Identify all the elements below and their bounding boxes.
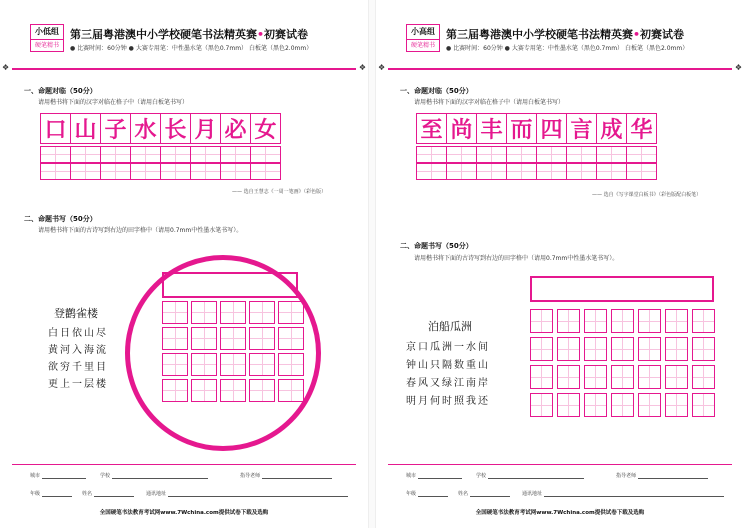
practice-grid-row[interactable] xyxy=(416,146,657,163)
model-character: 成 xyxy=(597,114,627,144)
tianzige-cell[interactable] xyxy=(611,337,634,361)
practice-cell[interactable] xyxy=(507,147,537,163)
poem-line: 明月何时照我还 xyxy=(406,396,490,407)
city-field[interactable] xyxy=(406,472,462,479)
group-badge-label: 小高组 xyxy=(407,25,439,40)
tianzige-cell[interactable] xyxy=(611,365,634,389)
tianzige-cell[interactable] xyxy=(220,353,246,376)
tianzige-cell[interactable] xyxy=(220,379,246,402)
grade-field[interactable] xyxy=(406,490,448,497)
tianzige-cell[interactable] xyxy=(584,393,607,417)
model-character: 四 xyxy=(537,114,567,144)
poem-line: 更上一层楼 xyxy=(48,379,108,390)
practice-cell[interactable] xyxy=(161,164,191,180)
tianzige-cell[interactable] xyxy=(665,365,688,389)
divider-ornament-icon: ❖ xyxy=(734,63,742,72)
footer-divider xyxy=(12,464,356,465)
name-field[interactable] xyxy=(82,490,134,497)
tianzige-cell[interactable] xyxy=(665,309,688,333)
tianzige-cell[interactable] xyxy=(692,393,715,417)
divider-ornament-icon: ❖ xyxy=(378,63,386,72)
tianzige-cell[interactable] xyxy=(557,309,580,333)
practice-cell[interactable] xyxy=(71,164,101,180)
footer-divider xyxy=(388,464,732,465)
model-character: 口 xyxy=(41,114,71,144)
poem-line: 钟山只隔数重山 xyxy=(406,360,490,371)
model-character: 至 xyxy=(417,114,447,144)
exam-subtitle: ● 比赛时间：60分钟 ● 大赛专用笔：中性墨水笔（黑色0.7mm） 白板笔（黑色2.0mm） xyxy=(70,45,313,52)
name-label: 姓名 xyxy=(82,491,93,497)
model-character: 丰 xyxy=(477,114,507,144)
tianzige-cell[interactable] xyxy=(530,337,553,361)
tianzige-cell[interactable] xyxy=(530,393,553,417)
model-character: 尚 xyxy=(447,114,477,144)
poem-line: 黄河入海流 xyxy=(48,345,108,356)
tianzige-cell[interactable] xyxy=(191,301,217,324)
school-label: 学校 xyxy=(476,473,487,479)
exam-title-main: 第三届粤港澳中小学校硬笔书法精英赛 xyxy=(70,28,257,41)
tianzige-cell[interactable] xyxy=(692,337,715,361)
practice-cell[interactable] xyxy=(131,147,161,163)
tianzige-cell[interactable] xyxy=(249,327,275,350)
group-badge-label: 小低组 xyxy=(31,25,63,40)
tianzige-cell[interactable] xyxy=(278,301,304,324)
tianzige-cell[interactable] xyxy=(162,327,188,350)
poem-title: 泊船瓜洲 xyxy=(428,320,472,333)
practice-cell[interactable] xyxy=(251,164,281,180)
tianzige-cell[interactable] xyxy=(692,365,715,389)
practice-cell[interactable] xyxy=(507,164,537,180)
practice-cell[interactable] xyxy=(477,164,507,180)
model-characters-row xyxy=(416,113,657,144)
practice-cell[interactable] xyxy=(417,164,447,180)
tianzige-cell[interactable] xyxy=(191,379,217,402)
left-exam-sheet xyxy=(0,0,368,528)
city-field[interactable] xyxy=(30,472,86,479)
exam-stage: 初赛试卷 xyxy=(640,28,685,41)
model-character: 月 xyxy=(191,114,221,144)
exam-stage: 初赛试卷 xyxy=(264,28,309,41)
practice-cell[interactable] xyxy=(41,164,71,180)
practice-cell[interactable] xyxy=(537,164,567,180)
practice-cell[interactable] xyxy=(477,147,507,163)
practice-cell[interactable] xyxy=(161,147,191,163)
divider-ornament-icon: ❖ xyxy=(2,63,10,72)
tianzige-cell[interactable] xyxy=(191,327,217,350)
grade-field[interactable] xyxy=(30,490,72,497)
city-label: 城市 xyxy=(406,473,417,479)
practice-grid-row[interactable] xyxy=(416,163,657,180)
group-badge-sub: 硬笔精书 xyxy=(34,42,59,49)
practice-cell[interactable] xyxy=(131,164,161,180)
practice-cell[interactable] xyxy=(41,147,71,163)
tianzige-cell[interactable] xyxy=(584,365,607,389)
model-character: 必 xyxy=(221,114,251,144)
tianzige-cell[interactable] xyxy=(584,337,607,361)
school-field[interactable] xyxy=(100,472,208,479)
grade-label: 年级 xyxy=(406,491,417,497)
poem-line: 京口瓜洲一水间 xyxy=(406,342,490,353)
practice-cell[interactable] xyxy=(417,147,447,163)
model-character: 长 xyxy=(161,114,191,144)
practice-cell[interactable] xyxy=(101,147,131,163)
right-exam-sheet xyxy=(376,0,744,528)
practice-cell[interactable] xyxy=(101,164,131,180)
divider-ornament-icon: ❖ xyxy=(358,63,366,72)
section-1-title: 一、命题对临（50分） xyxy=(400,87,473,95)
page-gutter xyxy=(368,0,376,528)
tianzige-cell[interactable] xyxy=(638,393,661,417)
name-label: 姓名 xyxy=(458,491,469,497)
tianzige-cell[interactable] xyxy=(220,327,246,350)
school-field[interactable] xyxy=(476,472,584,479)
tianzige-cell[interactable] xyxy=(611,309,634,333)
address-field[interactable] xyxy=(146,490,348,497)
city-label: 城市 xyxy=(30,473,41,479)
section-1-title: 一、命题对临（50分） xyxy=(24,87,97,95)
tianzige-cell[interactable] xyxy=(278,327,304,350)
group-badge xyxy=(406,24,440,52)
model-character: 华 xyxy=(627,114,657,144)
group-badge xyxy=(30,24,64,52)
address-field[interactable] xyxy=(522,490,724,497)
section-2-instructions: 请用楷书将下面的古诗写到右边的田字格中（请用0.7mm中性墨水笔书写）。 xyxy=(38,227,243,234)
practice-cell[interactable] xyxy=(71,147,101,163)
poem-title-box[interactable] xyxy=(530,276,714,302)
practice-cell[interactable] xyxy=(221,164,251,180)
section-1-instructions: 请用楷书将下面的汉字对临在格子中（请用白板笔书写） xyxy=(38,99,189,106)
teacher-label: 指导老师 xyxy=(616,473,637,479)
tianzige-cell[interactable] xyxy=(162,353,188,376)
tianzige-cell[interactable] xyxy=(638,365,661,389)
tianzige-cell[interactable] xyxy=(611,393,634,417)
header-divider xyxy=(378,63,742,72)
practice-grid-row[interactable] xyxy=(40,163,281,180)
tianzige-cell[interactable] xyxy=(191,353,217,376)
practice-cell[interactable] xyxy=(597,147,627,163)
tianzige-cell[interactable] xyxy=(278,379,304,402)
tianzige-cell[interactable] xyxy=(638,309,661,333)
group-badge-sub: 硬笔精书 xyxy=(410,42,435,49)
practice-cell[interactable] xyxy=(567,147,597,163)
practice-cell[interactable] xyxy=(251,147,281,163)
practice-cell[interactable] xyxy=(191,164,221,180)
section-1-instructions: 请用楷书将下面的汉字对临在格子中（请用白板笔书写） xyxy=(414,99,565,106)
practice-cell[interactable] xyxy=(597,164,627,180)
tianzige-cell[interactable] xyxy=(557,393,580,417)
tianzige-cell[interactable] xyxy=(249,301,275,324)
tianzige-cell[interactable] xyxy=(584,309,607,333)
source-citation: —— 选自《写字课堂白板书》（彩色版配白板笔） xyxy=(592,192,702,198)
section-2-title: 二、命题书写（50分） xyxy=(400,242,473,250)
practice-cell[interactable] xyxy=(191,147,221,163)
tianzige-cell[interactable] xyxy=(162,301,188,324)
teacher-label: 指导老师 xyxy=(240,473,261,479)
poem-writing-grid[interactable] xyxy=(162,301,304,402)
tianzige-cell[interactable] xyxy=(278,353,304,376)
tianzige-cell[interactable] xyxy=(530,365,553,389)
tianzige-cell[interactable] xyxy=(665,337,688,361)
teacher-field[interactable] xyxy=(240,472,332,479)
practice-cell[interactable] xyxy=(447,164,477,180)
model-character: 言 xyxy=(567,114,597,144)
header-divider xyxy=(2,63,366,72)
poem-title-box[interactable] xyxy=(162,272,298,298)
grade-label: 年级 xyxy=(30,491,41,497)
poem-writing-grid[interactable] xyxy=(530,309,715,417)
tianzige-cell[interactable] xyxy=(665,393,688,417)
poem-title: 登鹳雀楼 xyxy=(54,307,98,320)
poem-line: 白日依山尽 xyxy=(48,328,108,339)
tianzige-cell[interactable] xyxy=(530,309,553,333)
name-field[interactable] xyxy=(458,490,510,497)
practice-cell[interactable] xyxy=(627,164,657,180)
teacher-field[interactable] xyxy=(616,472,708,479)
section-2-title: 二、命题书写（50分） xyxy=(24,215,97,223)
tianzige-cell[interactable] xyxy=(220,301,246,324)
exam-title xyxy=(70,26,308,42)
model-character: 女 xyxy=(251,114,281,144)
model-character: 子 xyxy=(101,114,131,144)
model-character: 山 xyxy=(71,114,101,144)
poem-line: 欲穷千里目 xyxy=(48,362,108,373)
tianzige-cell[interactable] xyxy=(557,337,580,361)
section-2-instructions: 请用楷书将下面的古诗写到右边的田字格中（请用0.7mm中性墨水笔书写）。 xyxy=(414,255,619,262)
tianzige-cell[interactable] xyxy=(692,309,715,333)
title-dot: • xyxy=(633,28,641,41)
source-citation: —— 选自王慧志《一周一笔画》（彩色版） xyxy=(232,189,327,195)
practice-cell[interactable] xyxy=(567,164,597,180)
practice-grid-row[interactable] xyxy=(40,146,281,163)
tianzige-cell[interactable] xyxy=(557,365,580,389)
exam-title xyxy=(446,26,684,42)
practice-cell[interactable] xyxy=(537,147,567,163)
poem-line: 春风又绿江南岸 xyxy=(406,378,490,389)
title-dot: • xyxy=(257,28,265,41)
address-label: 通讯地址 xyxy=(522,491,543,497)
exam-subtitle: ● 比赛时间：60分钟 ● 大赛专用笔：中性墨水笔（黑色0.7mm） 白板笔（黑色2.0mm） xyxy=(446,45,689,52)
tianzige-cell[interactable] xyxy=(249,379,275,402)
tianzige-cell[interactable] xyxy=(162,379,188,402)
practice-cell[interactable] xyxy=(627,147,657,163)
footer-website: 全国硬笔书法教育考试网www.7Wchina.com提供试卷下载及选购 xyxy=(475,510,645,516)
tianzige-cell[interactable] xyxy=(638,337,661,361)
model-character: 水 xyxy=(131,114,161,144)
practice-cell[interactable] xyxy=(447,147,477,163)
footer-website: 全国硬笔书法教育考试网www.7Wchina.com提供试卷下载及选购 xyxy=(99,510,269,516)
tianzige-cell[interactable] xyxy=(249,353,275,376)
exam-title-main: 第三届粤港澳中小学校硬笔书法精英赛 xyxy=(446,28,633,41)
school-label: 学校 xyxy=(100,473,111,479)
model-character: 而 xyxy=(507,114,537,144)
model-characters-row xyxy=(40,113,281,144)
address-label: 通讯地址 xyxy=(146,491,167,497)
practice-cell[interactable] xyxy=(221,147,251,163)
